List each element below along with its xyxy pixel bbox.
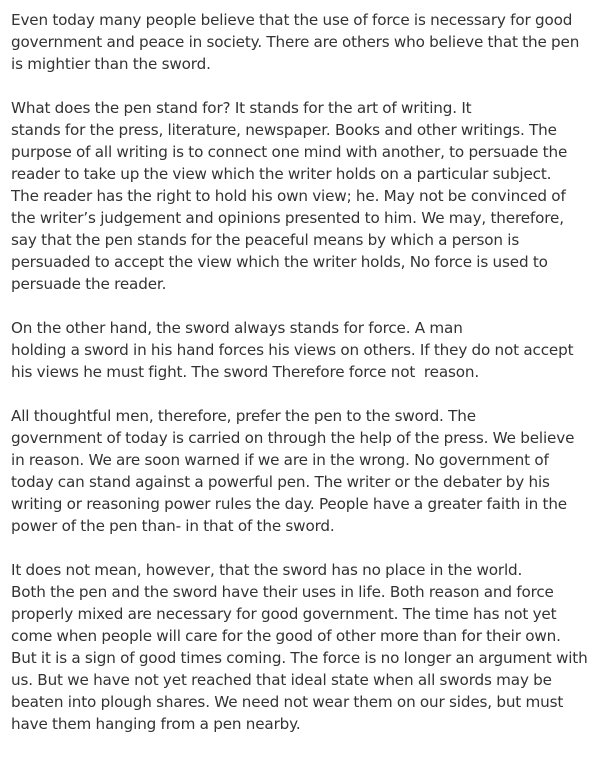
text-line: is mightier than the sword. bbox=[11, 55, 211, 73]
paragraph-1 bbox=[11, 9, 596, 75]
text-line: All thoughtful men, therefore, prefer the pen to the sword. The bbox=[11, 407, 476, 425]
text-line: holding a sword in his hand forces his views on others. If they do not accept bbox=[11, 341, 574, 359]
text-line: persuaded to accept the view which the writer holds, No force is used to bbox=[11, 253, 548, 271]
text-line: government and peace in society. There are others who believe that the pen bbox=[11, 33, 580, 51]
text-line: power of the pen than- in that of the sword. bbox=[11, 517, 335, 535]
paragraph-4 bbox=[11, 405, 596, 537]
text-line: What does the pen stand for? It stands for the art of writing. It bbox=[11, 99, 472, 117]
text-line: Both the pen and the sword have their uses in life. Both reason and force bbox=[11, 583, 554, 601]
text-line: beaten into plough shares. We need not wear them on our sides, but must bbox=[11, 693, 564, 711]
text-line: in reason. We are soon warned if we are in the wrong. No government of bbox=[11, 451, 549, 469]
text-line: today can stand against a powerful pen. The writer or the debater by his bbox=[11, 473, 550, 491]
text-line: his views he must fight. The sword Therefore force not reason. bbox=[11, 363, 480, 381]
paragraph-3 bbox=[11, 317, 596, 383]
paragraph-5 bbox=[11, 559, 596, 735]
text-line: have them hanging from a pen nearby. bbox=[11, 715, 301, 733]
text-line: stands for the press, literature, newspaper. Books and other writings. The bbox=[11, 121, 557, 139]
text-line: come when people will care for the good of other more than for their own. bbox=[11, 627, 561, 645]
document-body bbox=[11, 9, 596, 757]
text-line: purpose of all writing is to connect one mind with another, to persuade the bbox=[11, 143, 568, 161]
text-line: government of today is carried on through the help of the press. We believe bbox=[11, 429, 575, 447]
text-line: properly mixed are necessary for good government. The time has not yet bbox=[11, 605, 557, 623]
text-line: writing or reasoning power rules the day. People have a greater faith in the bbox=[11, 495, 568, 513]
text-line: the writer’s judgement and opinions presented to him. We may, therefore, bbox=[11, 209, 564, 227]
paragraph-2 bbox=[11, 97, 596, 295]
text-line: It does not mean, however, that the sword has no place in the world. bbox=[11, 561, 523, 579]
text-line: us. But we have not yet reached that ideal state when all swords may be bbox=[11, 671, 552, 689]
text-line: persuade the reader. bbox=[11, 275, 167, 293]
text-line: The reader has the right to hold his own view; he. May not be convinced of bbox=[11, 187, 566, 205]
text-line: But it is a sign of good times coming. The force is no longer an argument with bbox=[11, 649, 588, 667]
text-line: say that the pen stands for the peaceful means by which a person is bbox=[11, 231, 520, 249]
text-line: reader to take up the view which the writer holds on a particular subject. bbox=[11, 165, 552, 183]
text-line: On the other hand, the sword always stands for force. A man bbox=[11, 319, 463, 337]
text-line: Even today many people believe that the use of force is necessary for good bbox=[11, 11, 573, 29]
